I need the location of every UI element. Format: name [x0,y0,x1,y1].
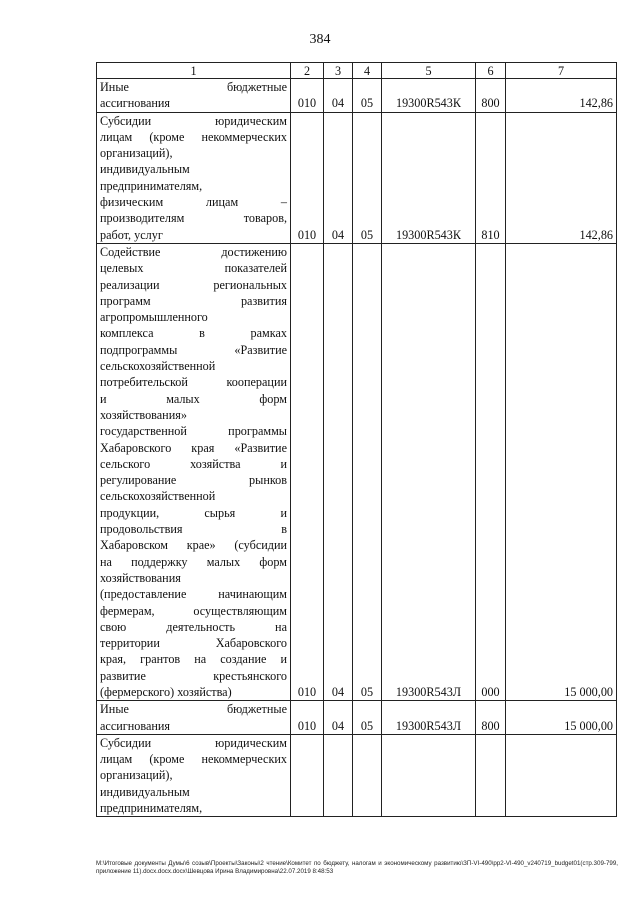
description-line: сельскохозяйственной [100,359,216,374]
description-line: свою деятельность на [100,619,287,634]
row-description [97,79,291,113]
table-row [97,79,617,113]
col-header-4: 4 [353,63,382,79]
description-line: Хабаровском крае» (субсидии [100,538,287,553]
cell-section-code: 04 [324,701,353,735]
description-line: программ развития [100,293,287,308]
description-line: работ, услуг [100,227,163,242]
budget-table [96,62,617,817]
header-row [97,63,617,79]
cell-target-article [382,734,476,816]
description-line: Хабаровского края «Развитие [100,440,287,455]
col-header-7: 7 [506,63,617,79]
cell-amount: 15 000,00 [506,243,617,700]
row-description [97,734,291,816]
description-line: агропромышленного [100,310,208,325]
cell-section-code [324,734,353,816]
cell-target-article: 19300R543Л [382,243,476,700]
col-header-1: 1 [97,63,291,79]
description-line: Субсидии юридическим [100,735,287,750]
description-line: подпрограммы «Развитие [100,342,287,357]
description-line: (предоставление начинающим [100,587,287,602]
cell-subsection-code: 05 [353,243,382,700]
description-line: комплекса в рамках [100,326,287,341]
description-line: Иные бюджетные [100,702,287,717]
description-line: хозяйствования» [100,407,187,422]
description-line: потребительской кооперации [100,375,287,390]
description-line: края, грантов на создание и [100,652,287,667]
description-line: регулирование рынков [100,473,287,488]
cell-target-article: 19300R543К [382,79,476,113]
cell-ministry-code [291,734,324,816]
description-line: продукции, сырья и [100,505,287,520]
cell-ministry-code: 010 [291,79,324,113]
cell-section-code: 04 [324,112,353,243]
row-description [97,112,291,243]
description-line: реализации региональных [100,277,287,292]
description-line: продовольствия в [100,522,287,537]
row-description [97,243,291,700]
description-line: территории Хабаровского [100,636,287,651]
description-line: производителям товаров, [100,211,287,226]
description-line: ассигнования [100,718,171,733]
description-line: предпринимателям, [100,801,203,816]
cell-ministry-code: 010 [291,243,324,700]
description-line: Субсидии юридическим [100,113,287,128]
description-line: физическим лицам – [100,195,287,210]
row-description [97,701,291,735]
col-header-6: 6 [476,63,506,79]
cell-target-article: 19300R543К [382,112,476,243]
cell-target-article: 19300R543Л [382,701,476,735]
description-line: ассигнования [100,96,171,111]
file-path-footer: M:\Итоговые документы Думы\6 созыв\Проекты\Законы\2 чтение\Комитет по бюджету, налогам и экономическому развитию\ЗП-VI-490\рр2-VI-490_v240719_budget01(стр.309-799, приложение 11).docx.docx.docx\Шевцова Ирина Владимировна\22.07.2019 8:48:53 [96,860,618,875]
description-line: лицам (кроме некоммерческих [100,129,287,144]
cell-subsection-code: 05 [353,79,382,113]
description-line: сельскохозяйственной [100,489,216,504]
description-line: (фермерского) хозяйства) [100,684,232,699]
description-line: Иные бюджетные [100,80,287,94]
description-line: целевых показателей [100,261,287,276]
cell-subsection-code: 05 [353,112,382,243]
table-body [97,79,617,817]
table-row [97,734,617,816]
cell-amount [506,734,617,816]
col-header-3: 3 [324,63,353,79]
cell-expense-type: 000 [476,243,506,700]
cell-expense-type [476,734,506,816]
description-line: Содействие достижению [100,244,287,259]
description-line: развитие крестьянского [100,668,287,683]
table-row [97,112,617,243]
cell-expense-type: 800 [476,79,506,113]
cell-expense-type: 810 [476,112,506,243]
description-line: организаций), [100,768,173,783]
description-line: и малых форм [100,391,287,406]
col-header-2: 2 [291,63,324,79]
description-line: на поддержку малых форм [100,554,287,569]
description-line: предпринимателям, [100,178,203,193]
description-line: хозяйствования [100,570,181,585]
description-line: индивидуальным [100,162,190,177]
cell-amount: 142,86 [506,112,617,243]
cell-subsection-code: 05 [353,701,382,735]
description-line: фермерам, осуществляющим [100,603,287,618]
cell-amount: 142,86 [506,79,617,113]
table-row [97,243,617,700]
description-line: сельского хозяйства и [100,456,287,471]
description-line: лицам (кроме некоммерческих [100,752,287,767]
cell-section-code: 04 [324,243,353,700]
cell-amount: 15 000,00 [506,701,617,735]
table-row [97,701,617,735]
cell-ministry-code: 010 [291,701,324,735]
cell-subsection-code [353,734,382,816]
cell-section-code: 04 [324,79,353,113]
description-line: индивидуальным [100,784,190,799]
cell-ministry-code: 010 [291,112,324,243]
col-header-5: 5 [382,63,476,79]
description-line: государственной программы [100,424,287,439]
description-line: организаций), [100,146,173,161]
cell-expense-type: 800 [476,701,506,735]
page-number: 384 [309,32,331,47]
